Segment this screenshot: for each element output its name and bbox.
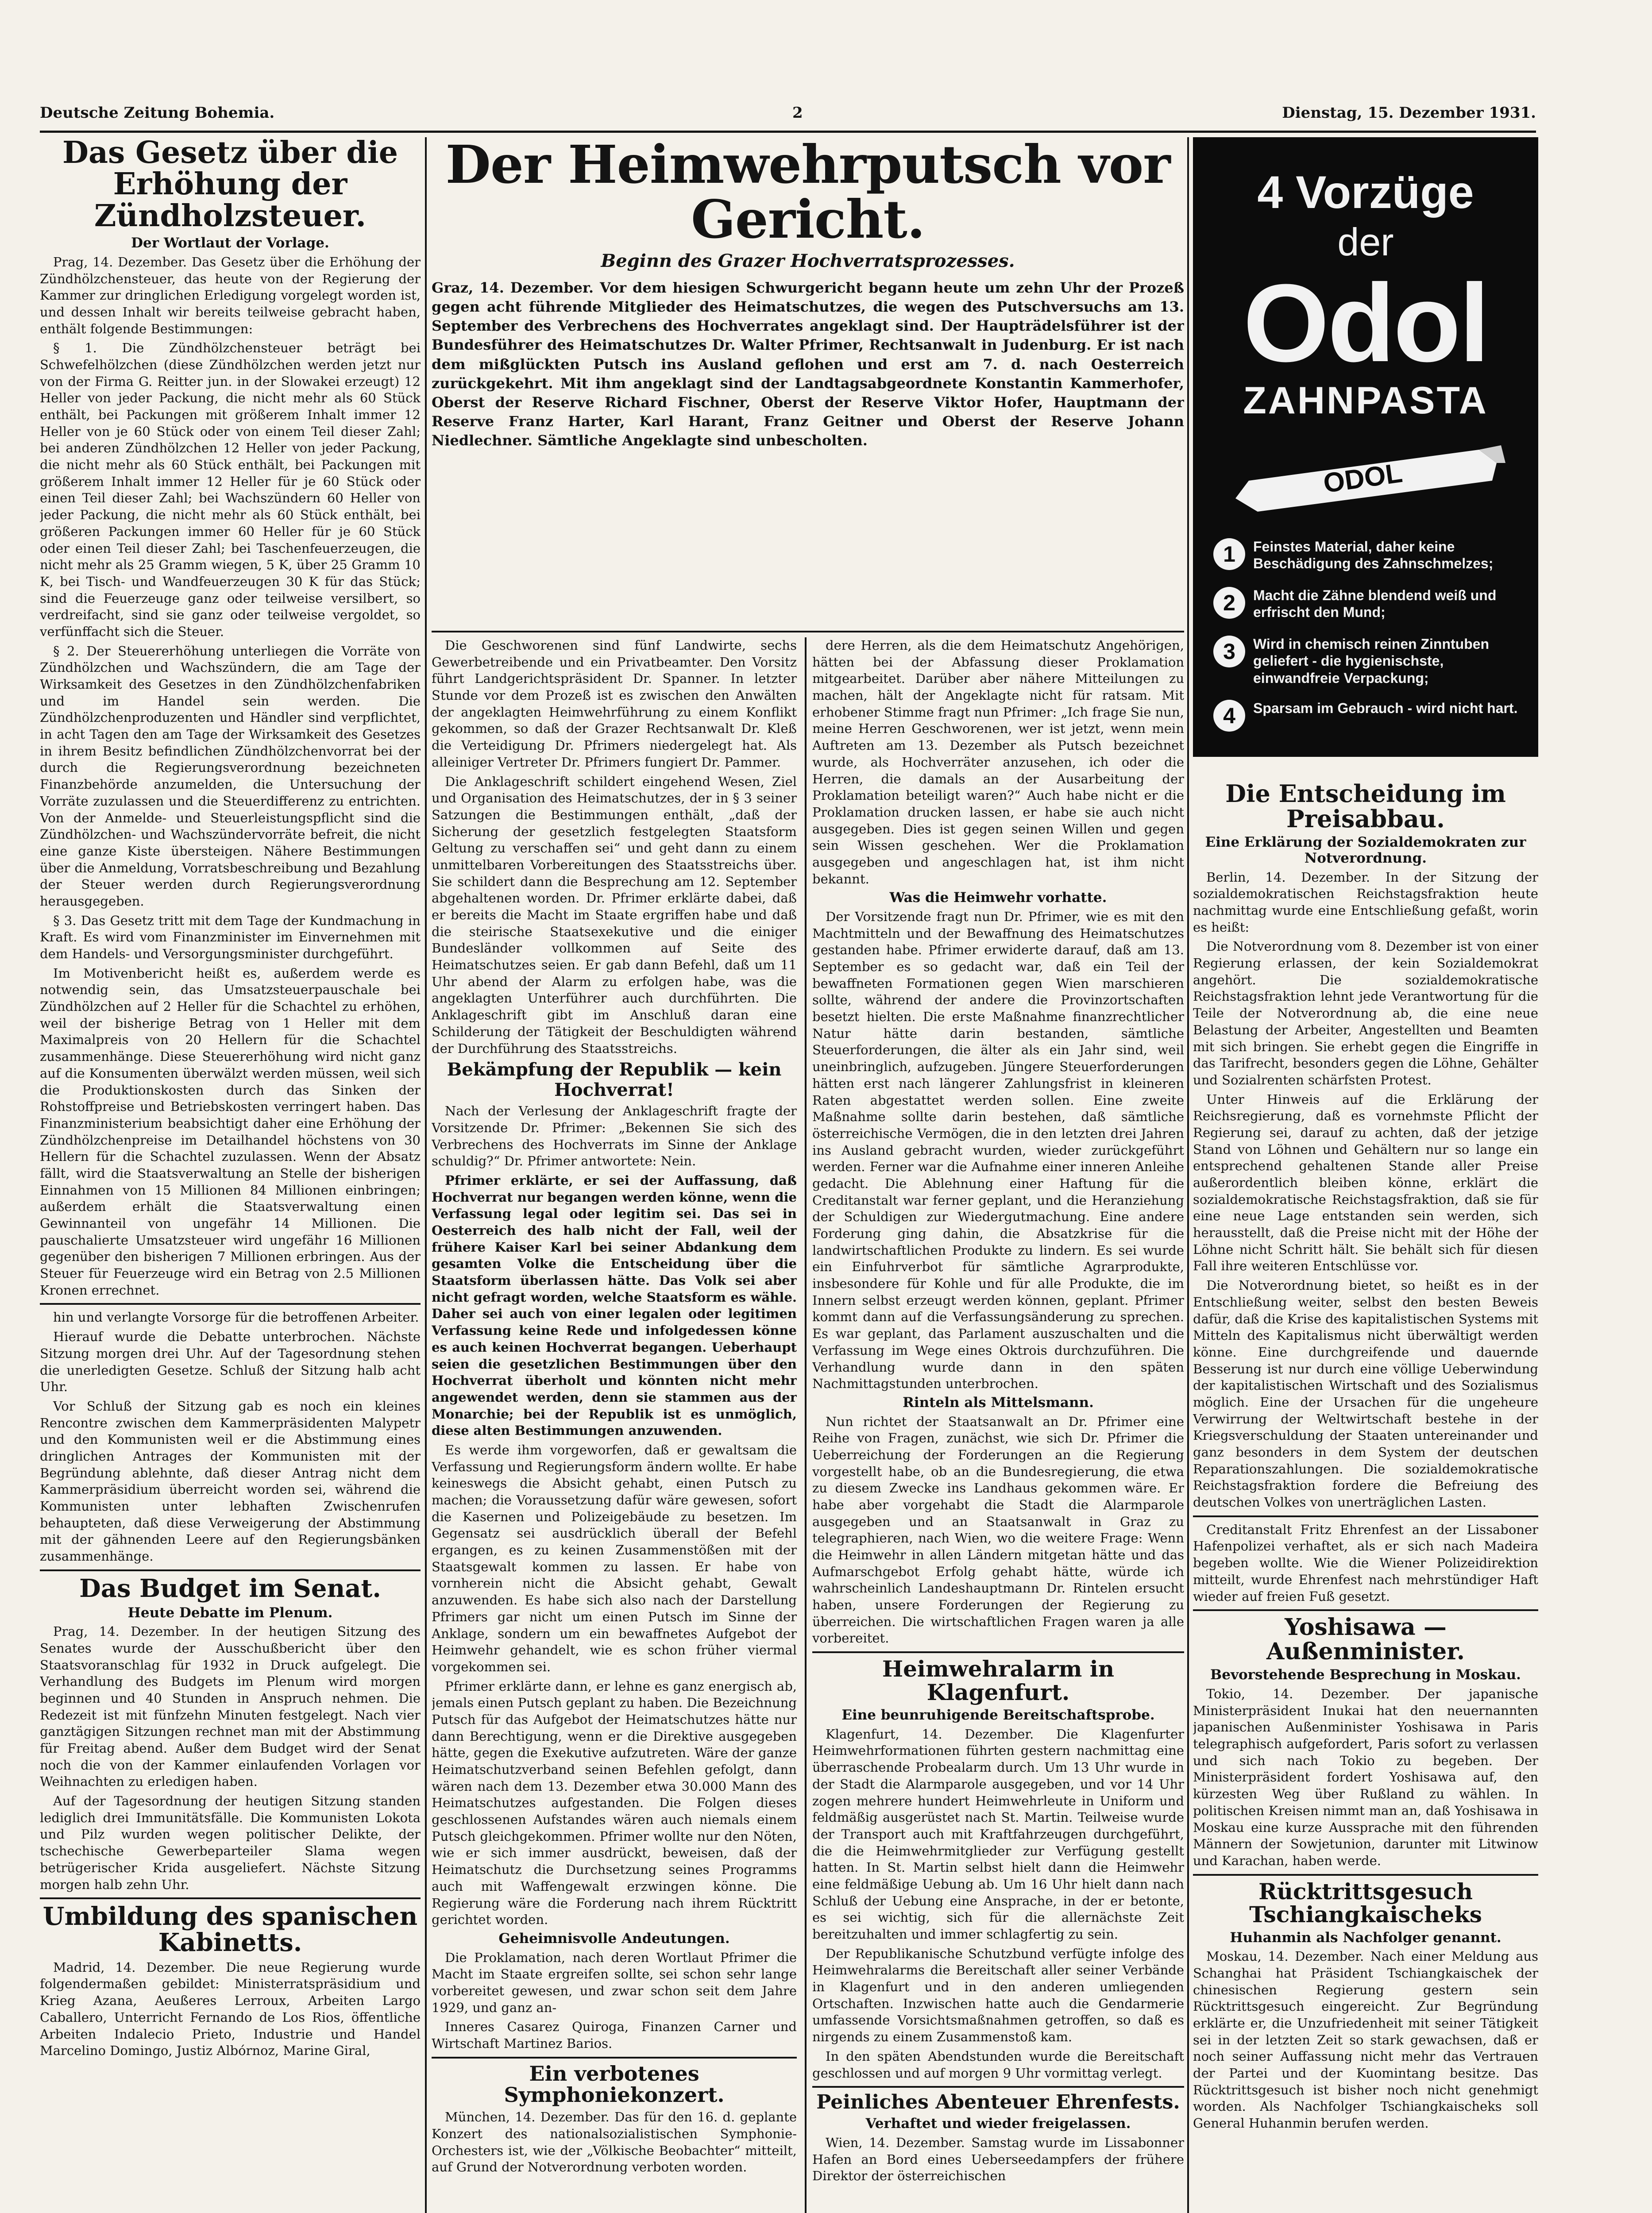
ad-benefit-item bbox=[1213, 538, 1523, 574]
paragraph: Unter Hinweis auf die Erklärung der Reichsregierung, daß es vornehmste Pflicht der Regierung sei, darauf zu achten, daß der jetzige Stand von Löhnen und Gehältern nur so lange ein entsprechend gehaltenen Stande aller Preise außerordentlich bleiben könne, erklärt die sozialdemokratische Reichstagsfraktion, daß sie für eine neue Lage entstanden sein werden, sich herausstellt, daß die Preise nicht mit der Höhe der Löhne nicht Schritt hält. Sie behält sich für diesen Fall ihre weiteren Entschlüsse vor. bbox=[1193, 1091, 1538, 1274]
paragraph: Es werde ihm vorgeworfen, daß er gewaltsam die Verfassung und Regierungsform ändern wollte. Er habe keineswegs die Absicht gehabt, einen Putsch zu machen; die Voraussetzung dafür wäre gewesen, sofort die Kasernen und Polizeigebäude zu besetzen. Im Gegensatz sei ausdrücklich überall der Befehl ergangen, es zu keinen Zusammenstößen mit der Staatsgewalt kommen zu lassen. Er habe von vornherein nicht die Absicht gehabt, Gewalt anzuwenden. Es habe sich also nach der Darstellung Pfrimers gar nicht um einen Putsch im Sinne der Anklage, sondern um ein bewaffnetes Aufgebot der Heimwehr gehandelt, wie es schon früher viermal vorgekommen sei. bbox=[432, 1442, 797, 1674]
article-title-spain: Umbildung des spanischen Kabinetts. bbox=[42, 1902, 418, 1957]
article-title-preisabbau: Die Entscheidung im Preisabbau. bbox=[1225, 781, 1506, 833]
divider bbox=[812, 2086, 1184, 2088]
article-title-ehrenfest: Peinliches Abenteuer Ehrenfests. bbox=[816, 2091, 1180, 2114]
ad-benefit-text: Macht die Zähne blendend weiß und erfrischt den Mund; bbox=[1253, 587, 1497, 621]
article-subtitle-klagenfurt: Eine beunruhigende Bereitschaftsprobe. bbox=[841, 1707, 1155, 1723]
paragraph: Pfrimer erklärte, er sei der Auffassung, daß Hochverrat nur begangen werden könne, wenn die Verfassung legal oder legitim sei. Das sei in Oesterreich des halb nicht der Fall, weil der frühere Kaiser Karl bei seiner Abdankung dem gesamten Volke die Entscheidung über die Staatsform überlassen hätte. Das Volk sei aber nicht gefragt worden, welche Staatsform es wähle. Daher sei auch von einer legalen oder legitimen Verfassung keine Rede und infolgedessen könne es auch keinen Hochverrat begangen. Ueberhaupt seien die gesetzlichen Bestimmungen über den Hochverrat überholt und könnten nicht mehr angewendet werden, denn sie stammen aus der Monarchie; bei der Republik ist es unmöglich, diese alten Bestimmungen anzuwenden. bbox=[432, 1172, 797, 1438]
divider bbox=[1193, 1609, 1538, 1611]
ad-benefit-text: Feinstes Material, daher keine Beschädigung des Zahnschmelzes; bbox=[1253, 539, 1494, 572]
paragraph: Vor Schluß der Sitzung gab es noch ein kleines Rencontre zwischen dem Kammerpräsidenten Malypetr und den Kommunisten weil er die Abstimmung eines dringlichen Antrages der Kommunisten mit der Begründung ablehnte, daß dieser Antrag nicht dem Kammerpräsidium überreicht worden sei, während die Kommunisten unter lebhaften Zwischenrufen behaupteten, daß diese Verweigerung der Abstimmung mit der gähnenden Leere auf den Regierungsbänken zusammenhänge. bbox=[40, 1398, 421, 1564]
divider bbox=[812, 1651, 1184, 1653]
ad-brand-logo: Odol bbox=[1243, 261, 1488, 385]
paragraph: § 1. Die Zündhölzchensteuer beträgt bei Schwefelhölzchen (diese Zündhölzchen werden jetzt nur von der Firma G. Reitter jun. in der Slowakei erzeugt) 12 Heller von jeder Packung, die nicht mehr als 60 Stück enthält, bei Packungen mit größerem Inhalt immer 12 Heller von je 60 Stück oder von einem Teil dieser Zahl; bei anderen Zündhölzchen 12 Heller von jeder Packung, die nicht mehr als 60 Stück enthält, bei Packungen mit größerem Inhalt immer 12 Heller für je 60 Stück oder einen Teil dieser Zahl; bei Wachszündern 60 Heller von jeder Packung, die nicht mehr als 60 Stück enthält, bei größeren Packungen immer 60 Heller für je 60 Stück oder einen Teil dieser Zahl; bei Taschenfeuerzeugen, die nicht mehr als 25 Gramm wiegen, 5 K, über 25 Gramm 10 K, bei Tisch- und Wandfeuerzeugen 30 K für das Stück; sind die Feuerzeuge ganz oder teilweise versilbert, so verdreifacht, sind sie ganz oder teilweise vergoldet, so verfünffacht sich die Steuer. bbox=[40, 340, 421, 639]
paragraph: Die Proklamation, nach deren Wortlaut Pfrimer die Macht im Staate ergreifen sollte, sei schon sehr lange vorbereitet gewesen, und zwar schon seit dem Jahre 1929, und ganz an- bbox=[432, 1950, 797, 2015]
section-heading: Was die Heimwehr vorhatte. bbox=[889, 890, 1107, 906]
article-title-putsch: Der Heimwehrputsch vor Gericht. bbox=[445, 137, 1170, 250]
divider bbox=[40, 1897, 421, 1899]
number-badge: 2 bbox=[1213, 587, 1245, 619]
paragraph: Auf der Tagesordnung der heutigen Sitzung standen lediglich drei Immunitätsfälle. Die Kommunisten Lokota und Pilz wurden wegen politischer Delikte, der tschechische Gewerbeparteiler Slama wegen betrügerischer Krida ausgeliefert. Nächste Sitzung morgen halb zehn Uhr. bbox=[40, 1793, 421, 1892]
section-heading: Rinteln als Mittelsmann. bbox=[903, 1394, 1094, 1411]
section-heading: Bekämpfung der Republik — kein Hochverrat! bbox=[447, 1059, 782, 1101]
paragraph: Klagenfurt, 14. Dezember. Die Klagenfurter Heimwehrformationen führten gestern nachmittag eine überraschende Probealarm durch. Um 13 Uhr wurde in der Stadt die Alarmparole ausgegeben, und vor 14 Uhr zogen mehrere hundert Heimwehrleute in Uniform und feldmäßig ausgerüstet nach St. Martin. Teilweise wurde der Transport auch mit Kraftfahrzeugen durchgeführt, die die Heimwehrmitglieder zur Verfügung gestellt hatten. In St. Martin selbst hielt dann die Heimwehr eine feldmäßige Uebung ab. Um 16 Uhr hielt dann nach Schluß der Uebung eine Ansprache, in der er betonte, es sei wichtig, sich für die allernächste Zeit bereitzuhalten und immer schlagfertig zu sein. bbox=[812, 1726, 1184, 1942]
paragraph: § 3. Das Gesetz tritt mit dem Tage der Kundmachung in Kraft. Es wird vom Finanzminister im Einvernehmen mit dem Handels- und Versorgungsminister durchgeführt. bbox=[40, 913, 421, 961]
ad-benefit-item bbox=[1213, 700, 1523, 735]
article-title-tschiangkaischek: Rücktrittsgesuch Tschiangkaischeks bbox=[1249, 1878, 1482, 1928]
article-subtitle-ehrenfest: Verhaftet und wieder freigelassen. bbox=[865, 2116, 1131, 2132]
article-lead-putsch: Graz, 14. Dezember. Vor dem hiesigen Schwurgericht begann heute um zehn Uhr der Prozeß gegen acht führende Mitglieder des Heimatschutzes, die wegen des Putschversuchs am 13. September des Verbrechens des Hochverrates angeklagt sind. Der Haupträdelsführer ist der Bundesführer des Heimatschutzes Dr. Walter Pfrimer, Rechtsanwalt in Judenburg. Er ist nach dem mißglückten Putsch ins Ausland geflohen und erst am 7. d. nach Oesterreich zurückgekehrt. Mit ihm angeklagt sind der Landtagsabgeordnete Konstantin Kammerhofer, Oberst der Reserve Richard Fischner, Oberst der Reserve Viktor Hofer, Hauptmann der Reserve Franz Harter, Karl Harant, Franz Geitner und Oberst der Reserve Johann Niedlechner. Sämtliche Angeklagte sind unbescholten. bbox=[432, 279, 1184, 449]
section-heading: Geheimnisvolle Andeutungen. bbox=[498, 1930, 730, 1947]
paragraph: dere Herren, als die dem Heimatschutz Angehörigen, hätten bei der Abfassung dieser Proklamation mitgearbeitet. Darüber aber nähere Mitteilungen zu machen, hält der Angeklagte nicht für ratsam. Mit erhobener Stimme fragt nun Pfrimer: „Ich frage Sie nun, meine Herren Geschworenen, wer ist jetzt, wenn mein Auftreten am 13. Dezember als Putsch bezeichnet wurde, als Hochverräter anzusehen, ich oder die Herren, die damals an der Ausarbeitung der Proklamation beteiligt waren?“ Auch habe nicht er die Proklamation drucken lassen, er habe sie auch nicht ausgegeben. Dies ist gegen seinen Willen und gegen sein Wissen geschehen. Wer die Proklamation ausgegeben und angeschlagen hat, ist ihm nicht bekannt. bbox=[812, 638, 1184, 887]
header-masthead: Deutsche Zeitung Bohemia. bbox=[40, 104, 275, 122]
article-subtitle-preisabbau: Eine Erklärung der Sozialdemokraten zur Notverordnung. bbox=[1205, 834, 1526, 867]
article-subtitle-yoshisawa: Bevorstehende Besprechung in Moskau. bbox=[1210, 1667, 1521, 1683]
column-rule bbox=[1187, 137, 1189, 2213]
column-rule bbox=[805, 637, 807, 2213]
paragraph: Der Vorsitzende fragt nun Dr. Pfrimer, wie es mit den Machtmitteln und der Bewaffnung des Heimatschutzes gestanden habe. Pfrimer erwiderte darauf, daß am 13. September es so gedacht war, daß ein Teil der bewaffneten Formationen gegen Wien marschieren sollte, während der andere die Provinzortschaften besetzt hielten. Die erste Maßnahme finanzrechtlicher Natur hätte darin bestanden, sämtliche Steuerforderungen, die älter als ein Jahr sind, weil uneinbringlich, aufzugeben. Jüngere Steuerforderungen hätten erst nach längerer Zahlungsfrist in kleineren Raten abgestattet werden sollen. Eine zweite Maßnahme sollte darin bestehen, daß sämtliche österreichische Vermögen, die in den letzten drei Jahren ins Ausland gebracht wurden, wieder zurückgeführt werden. Ferner war die Aufnahme einer inneren Anleihe gedacht. Die Ablehnung einer Haftung für die Creditanstalt war ferner geplant, und die Heranziehung der Schuldigen zur Wiedergutmachung. Eine andere Forderung ging dahin, die Absatzkrise für die landwirtschaftlichen Produkte zu lindern. Es sei wurde ein Einfuhrverbot für sämtliche Agrarprodukte, insbesondere für Kohle und für alle Produkte, die im Innern selbst erzeugt werden können, geplant. Pfrimer kommt dann auf die Verfassungsänderung zu sprechen. Es war geplant, das Parlament auszuschalten und die Verfassung im Wege eines Oktrois durchzuführen. Die Verhandlung wurde dann in den späten Nachmittagstunden unterbrochen. bbox=[812, 909, 1184, 1392]
header-page-number: 2 bbox=[792, 104, 803, 122]
paragraph: Der Republikanische Schutzbund verfügte infolge des Heimwehralarms die Bereitschaft aller seiner Verbände in Klagenfurt und in den anderen umliegenden Ortschaften. Inzwischen hatte auch die Gendarmerie umfassende Vorsichtsmaßnahmen getroffen, so daß es nirgends zu einem Zusammenstoß kam. bbox=[812, 1946, 1184, 2045]
ad-product: ZAHNPASTA bbox=[1243, 379, 1488, 422]
paragraph: hin und verlangte Vorsorge für die betroffenen Arbeiter. bbox=[53, 1310, 419, 1325]
paragraph: In den späten Abendstunden wurde die Bereitschaft geschlossen und auf morgen 9 Uhr vormittag verlegt. bbox=[812, 2048, 1184, 2081]
column-1 bbox=[40, 137, 421, 2213]
ad-benefit-list bbox=[1213, 538, 1523, 748]
paragraph: Pfrimer erklärte dann, er lehne es ganz energisch ab, jemals einen Putsch geplant zu haben. Die Bezeichnung Putsch für das Aufgebot der Heimatschutzes hätte nur dann Berechtigung, wenn er die Direktive ausgegeben hätte, gegen die Exekutive aufzutreten. Wäre der ganze Heimatschutzverband seinen Befehlen gefolgt, dann wären nach dem 13. Dezember etwa 30.000 Mann des Heimatschutzes aufgestanden. Die Folgen dieses geschlossenen Aufstandes wären auch niemals einem Putsch gleichgekommen. Pfrimer wollte nur den Nöten, wie er sich immer ausdrückt, beweisen, daß der Heimatschutz die Durchsetzung seines Programms auch mit Waffengewalt erzwingen könne. Die Regierung wäre die Forderung nach ihrem Rücktritt gerichtet worden. bbox=[432, 1678, 797, 1928]
paragraph: Die Notverordnung bietet, so heißt es in der Entschließung weiter, selbst den besten Beweis dafür, daß die Krise des kapitalistischen Systems mit Mitteln des Kapitalismus nicht überwältigt werden könne. Eine durchgreifende und dauernde Besserung ist nur durch eine völlige Ueberwindung der kapitalistischen Wirtschaft und des Sozialismus möglich. Eine der Ursachen für die ungeheure Verwirrung der Weltwirtschaft bestehe in der Kriegsverschuldung der Staaten untereinander und ganz besonders in dem System der deutschen Reparationszahlungen. Die sozialdemokratische Reichstagsfraktion fordere die Befreiung des deutschen Volkes von unerträglichen Lasten. bbox=[1193, 1278, 1538, 1510]
column-4 bbox=[1193, 781, 1538, 2213]
paragraph: Nun richtet der Staatsanwalt an Dr. Pfrimer eine Reihe von Fragen, zunächst, wie sich Dr. Pfrimer die Ueberreichung der Forderungen an die Regierung vorgestellt habe, ob an die Bundesregierung, die etwa zu diesem Zwecke ins Landhaus gekommen wäre. Er habe aber vorgehabt die Stadt die Alarmparole ausgegeben und an Staatsanwalt in Graz zu telegraphieren, nach Wien, wo die weitere Frage: Wenn die Heimwehr in allen Ländern mitgetan hätte und das Aufmarschgebot Erfolg gehabt hätte, würde ich wahrscheinlich Landeshauptmann Dr. Rintelen ersucht haben, unsere Forderungen der Regierung zu überreichen. Die wirtschaftlichen Fragen waren ja alle vorbereitet. bbox=[812, 1414, 1184, 1646]
paragraph: Nach der Verlesung der Anklageschrift fragte der Vorsitzende Dr. Pfrimer: „Bekennen Sie sich des Verbrechens des Hochverrats im Sinne der Anklage schuldig?“ Dr. Pfrimer antwortete: Nein. bbox=[432, 1103, 797, 1169]
paragraph: Tokio, 14. Dezember. Der japanische Ministerpräsident Inukai hat den neuernannten japanischen Außenminister Yoshisawa in Paris telegraphisch aufgefordert, Paris sofort zu verlassen und sich nach Tokio zu begeben. Der Ministerpräsident fordert Yoshisawa auf, den kürzesten Weg über Rußland zu wählen. In politischen Kreisen nimmt man an, daß Yoshisawa in Moskau eine kurze Aussprache mit den führenden Männern der Sowjetunion, darunter mit Litwinow und Karachan, haben werde. bbox=[1193, 1686, 1538, 1868]
article-subtitle-budget: Heute Debatte im Plenum. bbox=[127, 1604, 333, 1621]
divider bbox=[1193, 1515, 1538, 1517]
paragraph: Die Anklageschrift schildert eingehend Wesen, Ziel und Organisation des Heimatschutzes, der in § 3 seiner Satzungen die Bestimmungen enthält, „daß der Sicherung der gesetzlich festgelegten Staatsform Geltung zu verschaffen sei“ und geht dann zu einem unmittelbaren Vorbereitungen des Staatsstreichs über. Sie schildert dann die Besprechung am 12. September abgehaltenen worden. Dr. Pfrimer erklärte dabei, daß er bereits die Macht im Staate ergriffen habe und daß die steirische Staatsexekutive und die einiger Bundesländer vollkommen auf Seite des Heimatschutzes seien. Er gab dann Befehl, daß um 11 Uhr abend der Alarm zu erfolgen habe, was die angeklagten Unterführer auch durchführten. Die Anklageschrift gibt im Anschluß daran eine Schilderung der Tätigkeit der Beschuldigten während der Durchführung des Staatsstreichs. bbox=[432, 774, 797, 1056]
article-title-concert: Ein verbotenes Symphoniekonzert. bbox=[504, 2061, 725, 2107]
divider bbox=[432, 2057, 797, 2059]
ad-benefit-text: Wird in chemisch reinen Zinntuben geliefert - die hygienischste, einwandfreie Verpackung; bbox=[1253, 636, 1490, 686]
paragraph: Im Motivenbericht heißt es, außerdem werde es notwendig sein, das Umsatzsteuerpauschale bei Zündhölzchen auf 2 Heller für die Schachtel zu erhöhen, weil der bisherige Betrag von 1 Heller mit dem Maximalpreis von 20 Hellern für die Schachtel zusammenhänge. Diese Steuererhöhung wird nicht ganz auf die Konsumenten überwälzt werden müssen, weil sich die Produktionskosten durch das Sinken der Rohstoffpreise und Betriebskosten verringert haben. Das Finanzministerium beabsichtigt daher eine Erhöhung der Zündhölzchenpreise im Detailhandel höchstens von 30 Hellern für die Schachtel zuzulassen. Wenn der Absatz fällt, wird die Staatsverwaltung an Stelle der bisherigen Einnahmen von 15 Millionen 84 Millionen einbringen; außerdem erhält die Staatsverwaltung einen Gewinnanteil von ungefähr 14 Millionen. Die pauschalierte Umsatzsteuer wird ungefähr 16 Millionen gegenüber den bisherigen 7 Millionen erbringen. Aus der Steuer für Feuerzeuge wird ein Betrag von 2.5 Millionen Kronen errechnet. bbox=[40, 965, 421, 1298]
article-title-klagenfurt: Heimwehralarm in Klagenfurt. bbox=[882, 1656, 1115, 1705]
paragraph: Berlin, 14. Dezember. In der Sitzung der sozialdemokratischen Reichstagsfraktion heute nachmittag wurde eine Entschließung gefaßt, worin es heißt: bbox=[1193, 869, 1538, 935]
number-badge: 1 bbox=[1213, 538, 1245, 570]
paragraph: Hierauf wurde die Debatte unterbrochen. Nächste Sitzung morgen drei Uhr. Auf der Tagesordnung stehen die unerledigten Gesetze. Schluß der Sitzung halb acht Uhr. bbox=[40, 1329, 421, 1395]
article-title-zuendholz: Das Gesetz über die Erhöhung der Zündholzsteuer. bbox=[62, 137, 398, 234]
paragraph: Madrid, 14. Dezember. Die neue Regierung wurde folgendermaßen gebildet: Ministerratspräsidium und Krieg Azana, Aeußeres Lerroux, Arbeiten Largo Caballero, Unterricht Fernando de Los Rios, öffentliche Arbeiten Indalecio Prieto, Industrie und Handel Marcelino Domingo, Justiz Albórnoz, Marine Giral, bbox=[40, 1959, 421, 2059]
odol-advertisement bbox=[1193, 137, 1538, 757]
number-badge: 3 bbox=[1213, 636, 1245, 667]
paragraph: Die Geschworenen sind fünf Landwirte, sechs Gewerbetreibende und ein Privatbeamter. Den Vorsitz führt Landgerichtspräsident Dr. Spanner. In letzter Stunde vor dem Prozeß ist es zwischen den Anwälten der angeklagten Heimwehrführung zu einem Konflikt gekommen, so daß der Grazer Rechtsanwalt Dr. Kleß die Verteidigung Dr. Pfrimers niedergelegt hat. Als alleiniger Vertreter Dr. Pfrimers fungiert Dr. Pammer. bbox=[432, 638, 797, 770]
divider bbox=[40, 1303, 421, 1305]
paragraph: Die Notverordnung vom 8. Dezember ist von einer Regierung erlassen, der kein Sozialdemokrat angehört. Die sozialdemokratische Reichstagsfraktion lehnt jede Verantwortung für die Teile der Notverordnung ab, die eine neue Belastung der Arbeiter, Angestellten und Beamten mit sich bringen. Sie erhebt gegen die Eingriffe in das Tarifrecht, besonders gegen die Löhne, Gehälter und Sozialrenten schärfsten Protest. bbox=[1193, 939, 1538, 1087]
header-date: Dienstag, 15. Dezember 1931. bbox=[1282, 104, 1536, 122]
article-title-yoshisawa: Yoshisawa — Außenminister. bbox=[1266, 1614, 1465, 1665]
column-3 bbox=[812, 637, 1184, 2213]
divider bbox=[1193, 1874, 1538, 1876]
ad-benefit-text: Sparsam im Gebrauch - wird nicht hart. bbox=[1253, 700, 1518, 717]
article-title-budget: Das Budget im Senat. bbox=[79, 1573, 381, 1603]
toothpaste-tube-icon bbox=[1231, 445, 1505, 516]
paragraph: München, 14. Dezember. Das für den 16. d. geplante Konzert des nationalsozialistischen Symphonie-Orchesters ist, wie der „Völkische Beobachter“ mitteilt, auf Grund der Notverordnung verboten worden. bbox=[432, 2109, 797, 2175]
ad-headline-der: der bbox=[1337, 220, 1394, 264]
paragraph: Creditanstalt Fritz Ehrenfest an der Lissaboner Hafenpolizei verhaftet, als er sich nach Madeira begeben wollte. Wie die Wiener Polizeidirektion mitteilt, wurde Ehrenfest nach mehrstündiger Haft wieder auf freien Fuß gesetzt. bbox=[1193, 1522, 1538, 1604]
divider bbox=[432, 631, 1184, 632]
paragraph: Moskau, 14. Dezember. Nach einer Meldung aus Schanghai hat Präsident Tschiangkaischek der chinesischen Regierung gestern sein Rücktrittsgesuch eingereicht. Zur Begründung erklärte er, die Unzufriedenheit mit seiner Tätigkeit sei in der letzten Zeit so stark gewachsen, daß er noch seiner Auffassung nicht mehr das Vertrauen der Partei und der Kuomintang besitze. Das Rücktrittsgesuch ist bisher noch nicht genehmigt worden. Als Nachfolger Tschiangkaischeks soll General Huhanmin berufen werden. bbox=[1193, 1949, 1538, 2131]
column-2 bbox=[432, 637, 797, 2213]
column-rule bbox=[425, 137, 427, 2213]
article-subtitle-zuendholz: Der Wortlaut der Vorlage. bbox=[131, 235, 329, 251]
divider bbox=[40, 1569, 421, 1571]
paragraph: § 2. Der Steuererhöhung unterliegen die Vorräte von Zündhölzchen und Wachszündern, die am Tage der Wirksamkeit des Gesetzes in den Zündhölzchenfabriken und im Handel sein werden. Die Zündhölzchenproduzenten und Händler sind verpflichtet, in acht Tagen den am Tage der Wirksamkeit des Gesetzes in ihrem Besitz befindlichen Zündhölzchenvorrat bei der durch die Regierungsverordnung bezeichneten Finanzbehörde anzumelden, die Untersuchung der Vorräte zuzulassen und die Steuerdifferenz zu entrichten. Von der Anmelde- und Steuerleistungspflicht sind die Zündhölzchen- und Wachszündervorräte befreit, die nicht eine ganze Kiste übersteigen. Nähere Bestimmungen über die Anmeldung, Vorratsbeschreibung und Bezahlung der Steuer werden durch Regierungsverordnung herausgegeben. bbox=[40, 643, 421, 909]
paragraph: Prag, 14. Dezember. In der heutigen Sitzung des Senates wurde der Ausschußbericht über den Staatsvoranschlag für 1932 in Druck aufgelegt. Die Verhandlung des Budgets im Plenum wird morgen beginnen und 40 Stunden in Anspruch nehmen. Die Redezeit ist mit fünfzehn Minuten festgelegt. Nach vier ganztägigen Sitzungen rechnet man mit der Abstimmung für Freitag abend. Außer dem Budget wird der Senat noch die von der Kammer einlaufenden Vorlagen vor Weihnachten zu erledigen haben. bbox=[40, 1624, 421, 1789]
paragraph: Inneres Casarez Quiroga, Finanzen Carner und Wirtschaft Martinez Barios. bbox=[432, 2019, 797, 2051]
ad-benefit-item bbox=[1213, 636, 1523, 686]
running-header bbox=[40, 104, 1536, 133]
ad-headline: 4 Vorzüge bbox=[1257, 167, 1474, 218]
putsch-lead-block bbox=[432, 137, 1184, 637]
ad-benefit-item bbox=[1213, 587, 1523, 622]
paragraph: Prag, 14. Dezember. Das Gesetz über die Erhöhung der Zündhölzchensteuer, das heute von der Regierung der Kammer zur dringlichen Erledigung vorgelegt worden ist, und dessen Inhalt wir bereits teilweise gebracht haben, enthält folgende Bestimmungen: bbox=[40, 254, 421, 336]
article-subtitle-putsch: Beginn des Grazer Hochverratsprozesses. bbox=[601, 250, 1015, 271]
article-subtitle-tschiangkaischek: Huhanmin als Nachfolger genannt. bbox=[1230, 1929, 1501, 1946]
number-badge: 4 bbox=[1213, 700, 1245, 732]
paragraph: Wien, 14. Dezember. Samstag wurde im Lissabonner Hafen an Bord eines Ueberseedampfers der frühere Direktor der österreichischen bbox=[812, 2135, 1184, 2184]
tube-label: ODOL bbox=[1321, 458, 1405, 499]
